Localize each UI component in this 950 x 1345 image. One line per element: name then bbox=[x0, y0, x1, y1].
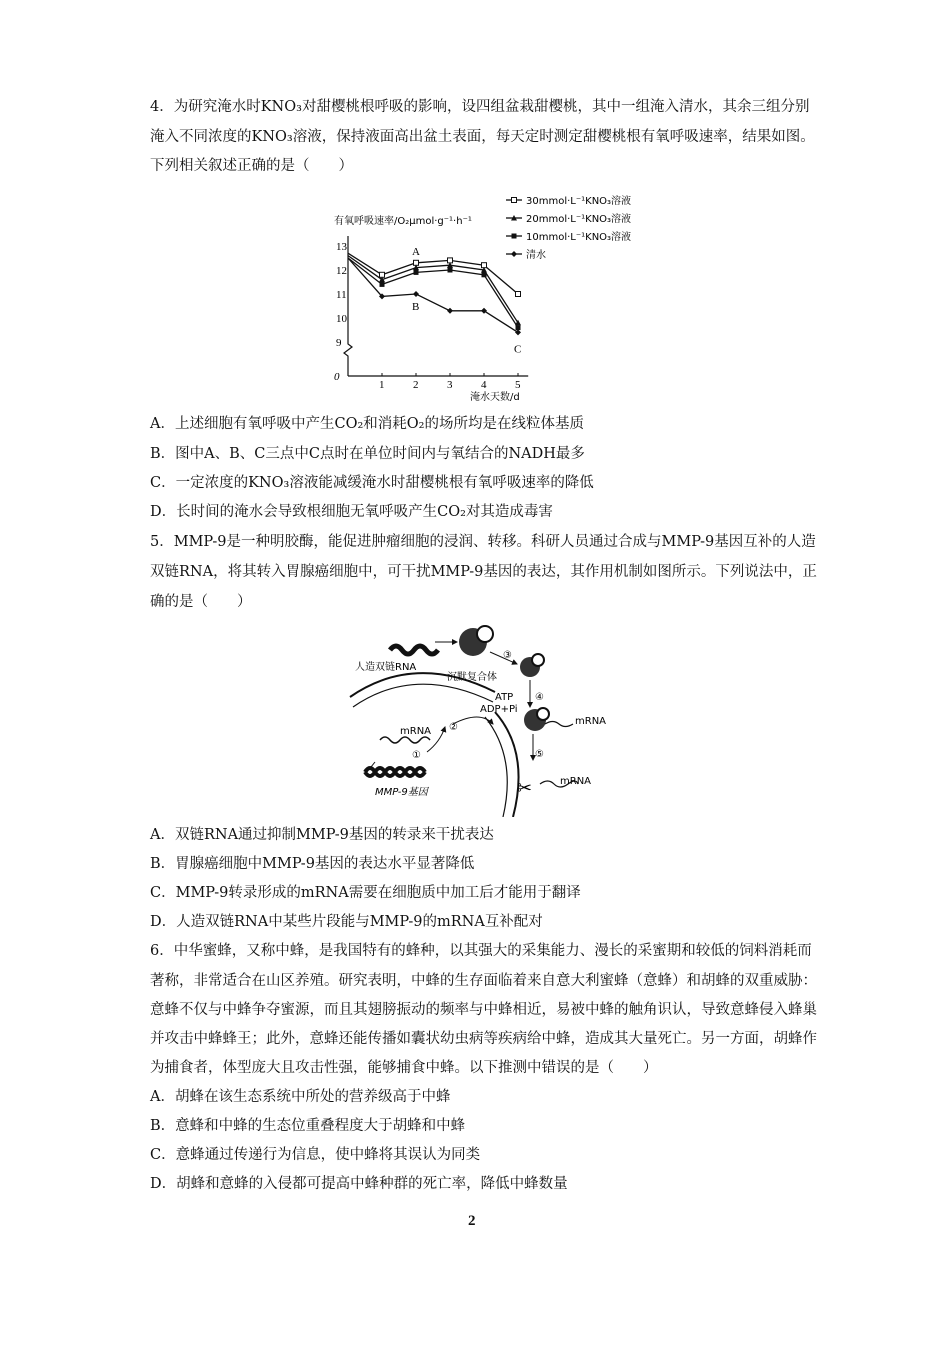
q6-stem-line-3: 意蜂不仅与中蜂争夺蜜源，而且其翅膀振动的频率与中蜂相近，易被中蜂的触角识认，导致意蜂侵入蜂巢 bbox=[150, 1002, 817, 1018]
data-point bbox=[380, 272, 385, 277]
label-artificial-rna: 人造双链RNA bbox=[355, 662, 417, 673]
data-point bbox=[448, 258, 453, 263]
label-mrna-bottom: mRNA bbox=[560, 776, 592, 787]
q5-option-b: B．胃腺癌细胞中MMP-9基因的表达水平显著降低 bbox=[150, 856, 475, 872]
legend-marker bbox=[512, 234, 517, 239]
data-point bbox=[414, 270, 419, 275]
origin-label: 0 bbox=[334, 371, 340, 383]
annotation-C: C bbox=[514, 343, 522, 356]
legend-label: 20mmol·L⁻¹KNO₃溶液 bbox=[526, 214, 632, 225]
annotation-B: B bbox=[412, 301, 420, 313]
q6-stem-line-2: 著称，非常适合在山区养殖。研究表明，中蜂的生存面临着来自意大利蜜蜂（意蜂）和胡蜂的双重威胁： bbox=[150, 973, 817, 989]
step-5: ⑤ bbox=[535, 749, 544, 760]
data-point bbox=[516, 325, 521, 330]
data-point bbox=[482, 263, 487, 268]
q4-stem-line-2: 淹入不同浓度的KNO₃溶液，保持液面高出盆土表面，每天定时测定甜樱桃根有氧呼吸速率，结果如图。 bbox=[150, 129, 815, 145]
step-3: ③ bbox=[503, 650, 512, 661]
q4-option-b: B．图中A、B、C三点中C点时在单位时间内与氧结合的NADH最多 bbox=[150, 446, 585, 462]
q4-option-a: A．上述细胞有氧呼吸中产生CO₂和消耗O₂的场所均是在线粒体基质 bbox=[150, 416, 584, 432]
y-tick-label: 10 bbox=[336, 313, 347, 325]
data-point bbox=[447, 308, 453, 314]
q5-option-c: C．MMP-9转录形成的mRNA需要在细胞质中加工后才能用于翻译 bbox=[150, 885, 581, 901]
q4-stem-line-1: 4．为研究淹水时KNO₃对甜樱桃根呼吸的影响，设四组盆栽甜樱桃，其中一组淹入清水，其余三组分别 bbox=[150, 99, 810, 115]
q5-option-d: D．人造双链RNA中某些片段能与MMP-9的mRNA互补配对 bbox=[150, 914, 543, 930]
label-mrna-right: mRNA bbox=[575, 716, 607, 727]
nuclear-mrna-shape bbox=[380, 737, 430, 743]
legend-label: 30mmol·L⁻¹KNO₃溶液 bbox=[526, 196, 632, 207]
data-point bbox=[413, 291, 419, 297]
q5-option-a: A．双链RNA通过抑制MMP-9基因的转录来干扰表达 bbox=[150, 827, 494, 843]
q4-stem-line-3: 下列相关叙述正确的是（ ） bbox=[150, 158, 353, 174]
annotation-A: A bbox=[412, 245, 420, 258]
page-number: 2 bbox=[468, 1213, 476, 1229]
q6-option-a: A．胡蜂在该生态系统中所处的营养级高于中蜂 bbox=[150, 1089, 451, 1105]
nuclear-envelope-inner bbox=[485, 717, 507, 817]
scissors-icon: ✂ bbox=[517, 778, 533, 799]
x-tick-label: 5 bbox=[515, 379, 521, 391]
q4-option-c: C．一定浓度的KNO₃溶液能减缓淹水时甜樱桃根有氧呼吸速率的降低 bbox=[150, 475, 594, 491]
cell-membrane-inner bbox=[353, 684, 493, 707]
q6-option-d: D．胡蜂和意蜂的入侵都可提高中蜂种群的死亡率，降低中蜂数量 bbox=[150, 1176, 568, 1192]
respiration-rate-chart bbox=[320, 186, 640, 401]
rna-interference-diagram bbox=[345, 612, 615, 817]
legend-marker bbox=[511, 251, 517, 257]
chart-axes bbox=[334, 214, 528, 401]
x-tick-label: 1 bbox=[379, 379, 385, 391]
data-point bbox=[380, 282, 385, 287]
data-point bbox=[516, 292, 521, 297]
chart-legend bbox=[506, 194, 631, 261]
q6-option-b: B．意蜂和中蜂的生态位重叠程度大于胡蜂和中蜂 bbox=[150, 1118, 466, 1134]
x-tick-label: 4 bbox=[481, 379, 487, 391]
y-tick-label: 13 bbox=[336, 241, 347, 253]
label-atp: ATP bbox=[495, 692, 514, 703]
step-4: ④ bbox=[535, 692, 544, 703]
label-mrna-nucleus: mRNA bbox=[400, 726, 432, 737]
data-point bbox=[482, 272, 487, 277]
y-axis-title: 有氧呼吸速率/O₂μmol·g⁻¹·h⁻¹ bbox=[334, 216, 472, 227]
y-tick-label: 12 bbox=[336, 265, 347, 277]
step-2: ② bbox=[449, 722, 458, 733]
legend-label: 清水 bbox=[526, 250, 546, 261]
artificial-rna-shape bbox=[390, 646, 438, 654]
series-line-2 bbox=[348, 258, 518, 328]
nuclear-envelope-outer bbox=[495, 712, 519, 817]
q5-stem-line-3: 确的是（ ） bbox=[150, 594, 252, 610]
q6-option-c: C．意蜂通过传递行为信息，使中蜂将其误认为同类 bbox=[150, 1147, 481, 1163]
label-silencing-complex: 沉默复合体 bbox=[447, 672, 497, 683]
x-tick-label: 2 bbox=[413, 379, 419, 391]
label-adp: ADP+Pi bbox=[480, 704, 518, 715]
y-tick-label: 9 bbox=[336, 337, 342, 349]
x-tick-label: 3 bbox=[447, 379, 453, 391]
chart-series bbox=[348, 246, 521, 356]
q5-stem-line-2: 双链RNA，将其转入胃腺癌细胞中，可干扰MMP-9基因的表达，其作用机制如图所示。下列说法中，正 bbox=[150, 564, 817, 580]
q6-stem-line-1: 6．中华蜜蜂，又称中蜂，是我国特有的蜂种，以其强大的采集能力、漫长的采蜜期和较低的饲料消耗而 bbox=[150, 943, 812, 959]
data-point bbox=[448, 268, 453, 273]
q6-stem-line-4: 并攻击中蜂蜂王；此外，意蜂还能传播如囊状幼虫病等疾病给中蜂，造成其大量死亡。另一方面，胡蜂作 bbox=[150, 1031, 817, 1047]
y-tick-label: 11 bbox=[336, 289, 347, 301]
x-axis-title: 淹水天数/d bbox=[470, 392, 520, 401]
q4-option-d: D．长时间的淹水会导致根细胞无氧呼吸产生CO₂对其造成毒害 bbox=[150, 504, 553, 520]
legend-label: 10mmol·L⁻¹KNO₃溶液 bbox=[526, 232, 632, 243]
q5-stem-line-1: 5．MMP-9是一种明胶酶，能促进肿瘤细胞的浸润、转移。科研人员通过合成与MMP-9基因互补的人造 bbox=[150, 534, 816, 550]
q6-stem-line-5: 为捕食者，体型庞大且攻击性强，能够捕食中蜂。以下推测中错误的是（ ） bbox=[150, 1060, 658, 1076]
data-point bbox=[414, 260, 419, 265]
legend-marker bbox=[512, 198, 517, 203]
step-1: ① bbox=[412, 750, 421, 761]
label-gene: MMP-9基因 bbox=[375, 787, 428, 798]
